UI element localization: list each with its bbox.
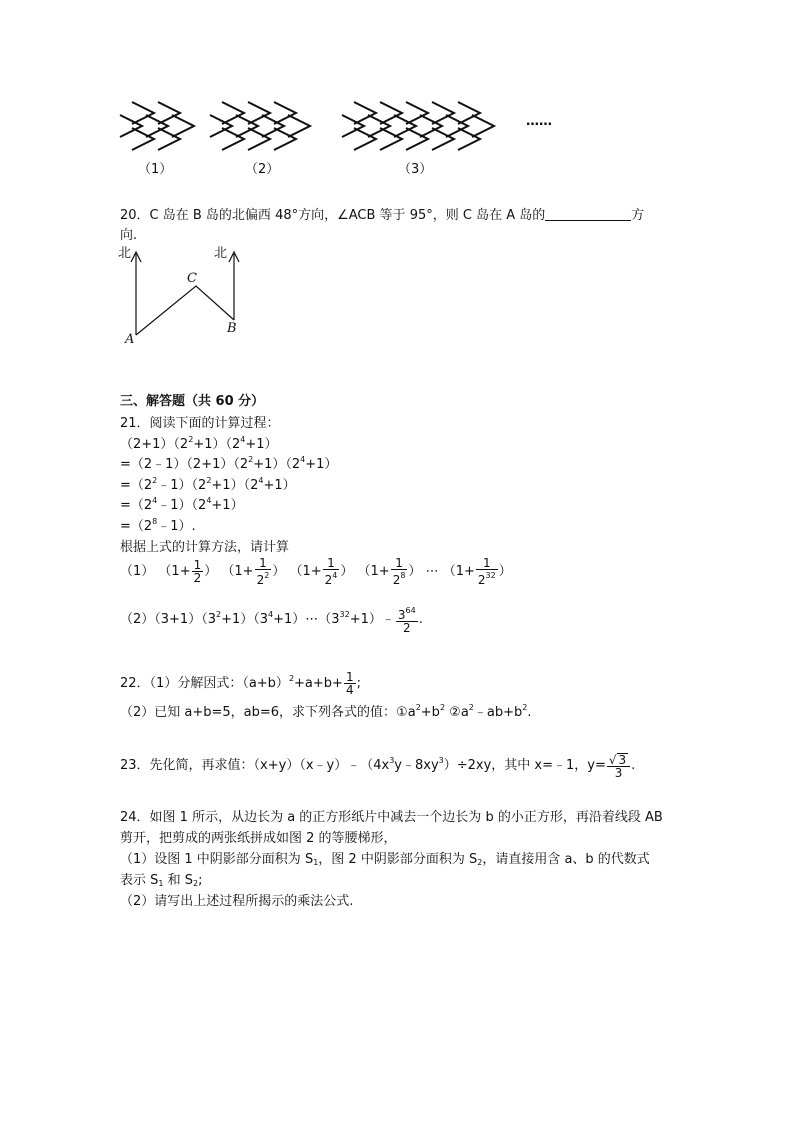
q21-step-1: $(2+1)(2^2+1)(2^4+1)$: [120, 435, 278, 452]
chevron-mark: [472, 115, 494, 137]
q23-question: 23．先化简，再求值：$(x+y)(x﹣y)﹣(4x^3y﹣8xy^3)\div 2xy$，其中 x=﹣1，y= $\frac{√ 3}{3}$ .: [120, 752, 636, 780]
q21-intro: 21．阅读下面的计算过程：: [120, 416, 280, 431]
q20-text-line2: 向.: [120, 228, 138, 243]
chevron-mark: [158, 102, 180, 124]
section3-heading: 三、解答题（共 60 分）: [120, 394, 265, 409]
q21-step-4: $=(2^4﹣1)(2^4+1)$: [120, 496, 244, 513]
q21-part1-dots: ⋯: [425, 564, 439, 579]
q21-part1-factor-3: （1+ $\frac{1}{2^4}$ ）: [289, 556, 354, 587]
chevron-mark: [368, 115, 390, 137]
chevron-mark: [274, 102, 296, 124]
q22-part1: 22．（1）分解因式：$(a+b)^2+a+b+$ $\frac{1}{4}$ ;: [120, 670, 361, 697]
chevron-mark: [288, 115, 310, 137]
q19-fig-label-2: （2）: [245, 162, 280, 177]
q24-line2: 剪开，把剪成的两张纸拼成如图 2 的等腰梯形，: [120, 831, 397, 846]
chevron-mark: [248, 102, 270, 124]
chevron-mark: [432, 102, 454, 124]
chevron-mark: [274, 128, 296, 150]
q19-fig-label-1: （1）: [138, 162, 173, 177]
chevron-mark: [406, 128, 428, 150]
chevron-mark: [394, 115, 416, 137]
q20-question-text: [120, 204, 644, 223]
q20-text-part2: 方: [631, 208, 645, 223]
chevron-mark: [132, 128, 154, 150]
q20-point-a-label: A: [125, 332, 135, 347]
chevron-mark: [248, 128, 270, 150]
q21-step-5: $=(2^8﹣1)$.: [120, 517, 196, 534]
chevron-mark: [458, 128, 480, 150]
q20-answer-blank[interactable]: [545, 208, 631, 221]
q20-point-c-label: C: [187, 271, 197, 286]
chevron-mark: [380, 102, 402, 124]
q24-line5: （2）请写出上述过程所揭示的乘法公式.: [120, 894, 354, 909]
q21-part1-label: （1）: [120, 564, 155, 579]
chevron-mark: [222, 102, 244, 124]
q19-fig-label-3: （3）: [398, 162, 433, 177]
q21-part1-expression: [120, 557, 512, 587]
chevron-mark: [446, 115, 468, 137]
chevron-mark: [342, 115, 364, 137]
q21-part1-factor-2: （1+ $\frac{1}{2^2}$ ）: [221, 556, 286, 587]
chevron-mark: [354, 102, 376, 124]
chevron-mark: [172, 115, 194, 137]
q21-instruction: 根据上式的计算方法，请计算: [120, 540, 290, 555]
q19-ellipsis: ……: [526, 114, 552, 129]
q20-text-part1: 20．C 岛在 B 岛的北偏西 48°方向，∠ACB 等于 95°，则 C 岛在 A 岛的: [120, 208, 546, 223]
q21-part1-factor-last: （1+ $\frac{1}{2^{32}}$ ）: [442, 556, 512, 587]
q22-part2: （2）已知 a+b=5，ab=6，求下列各式的值：$①a^2+b^2$ $②a^2﹣ab+b^2$.: [120, 703, 532, 720]
chevron-mark: [210, 115, 232, 137]
q21-part1-factor-4: （1+ $\frac{1}{2^8}$ ）: [357, 556, 422, 587]
q21-part2-expression: $(2)(3+1)(3^2+1)(3^4+1)\cdots(3^{32}+1)﹣$ $\frac{3^{64}}{2}$ .: [120, 606, 423, 635]
q19-arrow-pattern-figure: [110, 95, 500, 155]
q21-part1-factor-1: （1+ $\frac{1}{2}$ ）: [158, 558, 218, 585]
chevron-mark: [146, 115, 168, 137]
q20-north-label-a: 北: [118, 246, 132, 261]
chevron-mark: [432, 128, 454, 150]
chevron-mark: [236, 115, 258, 137]
q20-north-label-b: 北: [214, 246, 228, 261]
chevron-mark: [354, 128, 376, 150]
q24-line3: （1）设图 1 中阴影部分面积为 $S_1$，图 2 中阴影部分面积为 $S_2$，请直接用含 a、b 的代数式: [120, 852, 650, 867]
q21-step-3: $=(2^2﹣1)(2^2+1)(2^4+1)$: [120, 476, 296, 493]
q20-point-b-label: B: [227, 321, 237, 336]
q24-line1: 24．如图 1 所示，从边长为 a 的正方形纸片中减去一个边长为 b 的小正方形，再沿着线段 AB: [120, 810, 663, 825]
q24-line4: 表示 $S_1$ 和 $S_2$;: [120, 873, 203, 888]
chevron-mark: [262, 115, 284, 137]
chevron-mark: [380, 128, 402, 150]
chevron-mark: [120, 115, 142, 137]
chevron-mark: [420, 115, 442, 137]
chevron-mark: [406, 102, 428, 124]
chevron-mark: [132, 102, 154, 124]
chevron-mark: [158, 128, 180, 150]
chevron-mark: [458, 102, 480, 124]
q21-step-2: $=(2﹣1)(2+1)(2^2+1)(2^4+1)$: [120, 455, 338, 472]
chevron-mark: [222, 128, 244, 150]
